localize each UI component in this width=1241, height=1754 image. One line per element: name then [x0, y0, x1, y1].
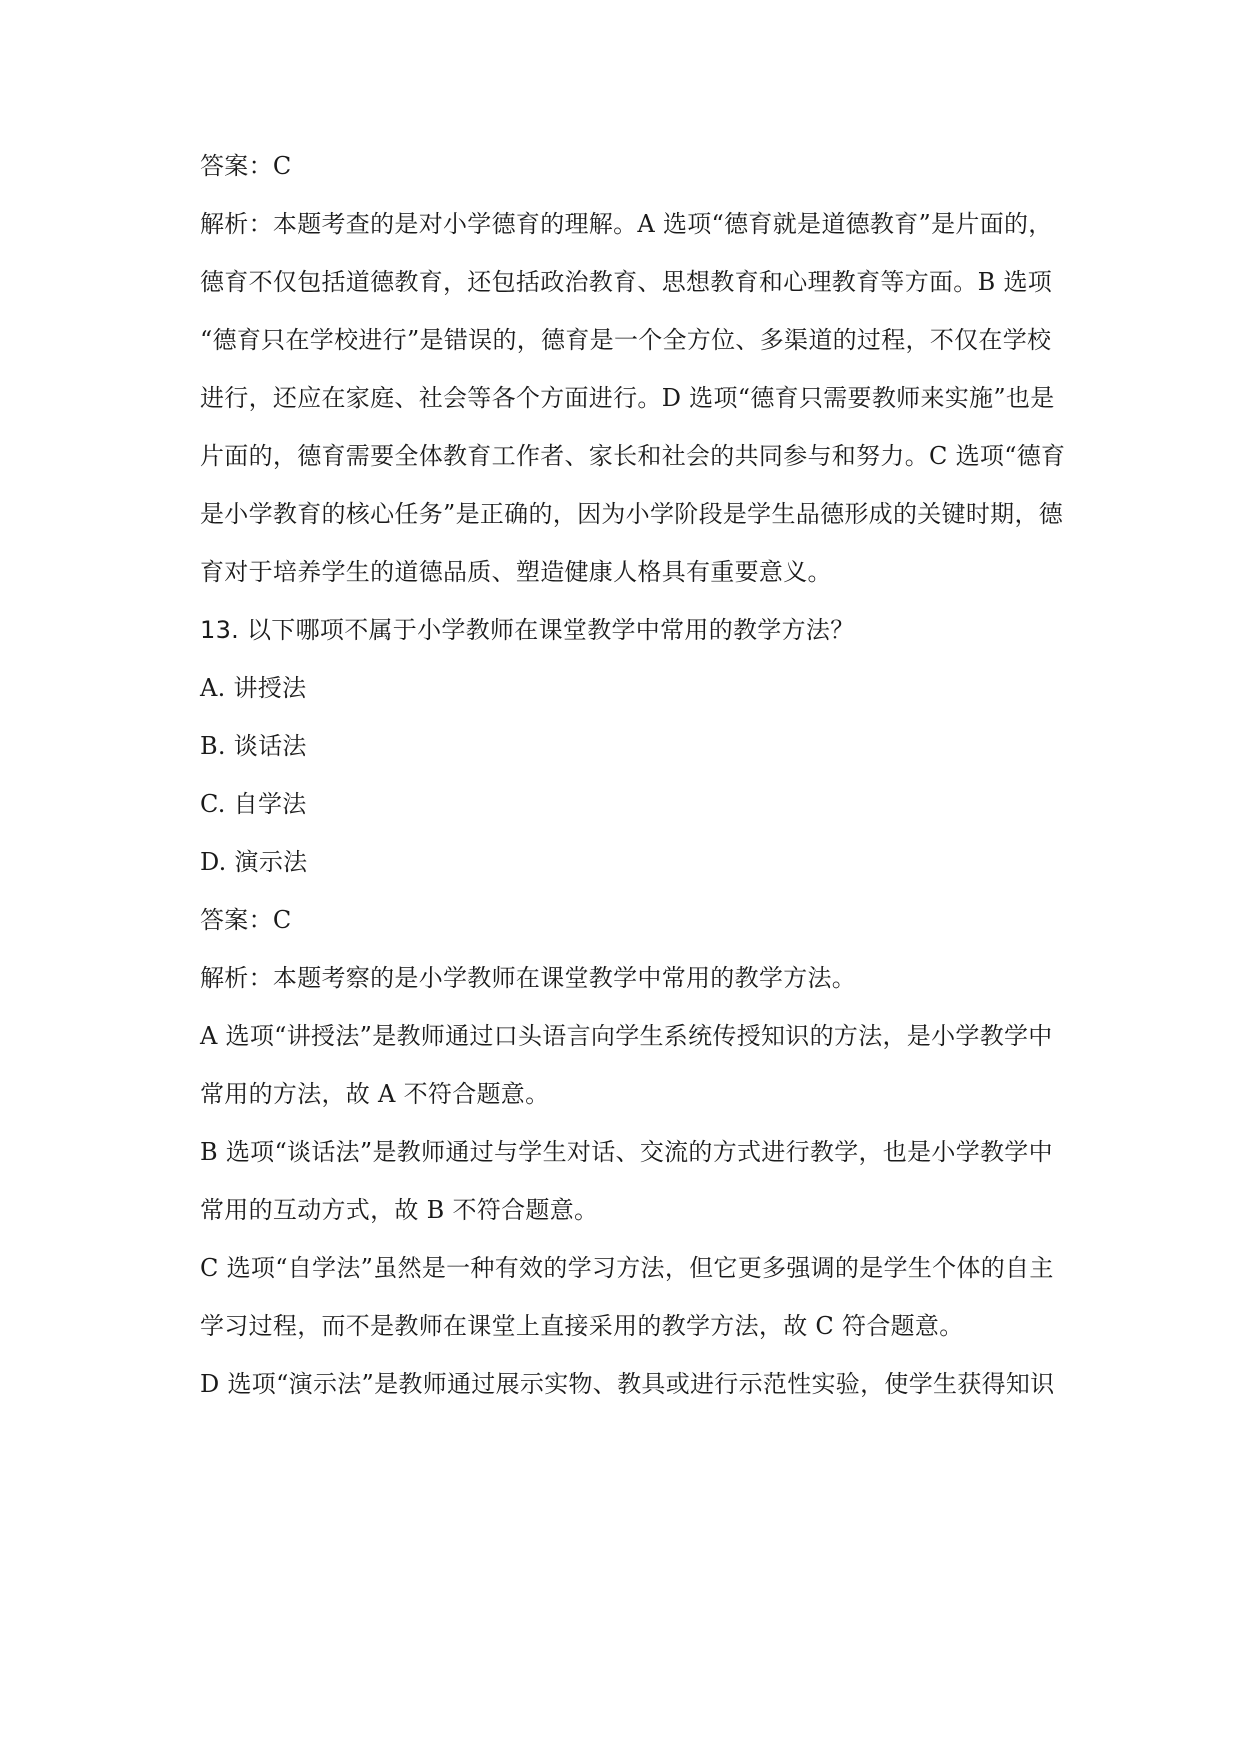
- analysis-line: 育对于培养学生的道德品质、塑造健康人格具有重要意义。: [200, 558, 832, 586]
- analysis-line: 解析：本题考查的是对小学德育的理解。A 选项“德育就是道德教育”是片面的，: [200, 210, 1053, 238]
- analysis-line: 片面的，德育需要全体教育工作者、家长和社会的共同参与和努力。C 选项“德育: [200, 442, 1066, 470]
- option-a: A. 讲授法: [200, 674, 307, 702]
- analysis-line: B 选项“谈话法”是教师通过与学生对话、交流的方式进行教学，也是小学教学中: [200, 1138, 1053, 1166]
- analysis-line: A 选项“讲授法”是教师通过口头语言向学生系统传授知识的方法，是小学教学中: [200, 1022, 1053, 1050]
- analysis-line: 学习过程，而不是教师在课堂上直接采用的教学方法，故 C 符合题意。: [200, 1312, 964, 1340]
- option-d: D. 演示法: [200, 848, 308, 876]
- analysis-line: D 选项“演示法”是教师通过展示实物、教具或进行示范性实验，使学生获得知识: [200, 1370, 1055, 1398]
- option-c: C. 自学法: [200, 790, 307, 818]
- analysis-intro: 解析：本题考察的是小学教师在课堂教学中常用的教学方法。: [200, 964, 857, 992]
- analysis-line: 进行，还应在家庭、社会等各个方面进行。D 选项“德育只需要教师来实施”也是: [200, 384, 1055, 412]
- analysis-line: 德育不仅包括道德教育，还包括政治教育、思想教育和心理教育等方面。B 选项: [200, 268, 1053, 296]
- analysis-line: “德育只在学校进行”是错误的，德育是一个全方位、多渠道的过程，不仅在学校: [200, 326, 1052, 354]
- analysis-line: 是小学教育的核心任务”是正确的，因为小学阶段是学生品德形成的关键时期，德: [200, 500, 1064, 528]
- answer-line: 答案：C: [200, 152, 292, 180]
- analysis-line: 常用的方法，故 A 不符合题意。: [200, 1080, 550, 1108]
- analysis-line: C 选项“自学法”虽然是一种有效的学习方法，但它更多强调的是学生个体的自主: [200, 1254, 1054, 1282]
- option-b: B. 谈话法: [200, 732, 307, 760]
- question-title: 13. 以下哪项不属于小学教师在课堂教学中常用的教学方法？: [200, 616, 855, 644]
- analysis-line: 常用的互动方式，故 B 不符合题意。: [200, 1196, 599, 1224]
- answer-line: 答案：C: [200, 906, 292, 934]
- document-page: [200, 0, 1100, 1754]
